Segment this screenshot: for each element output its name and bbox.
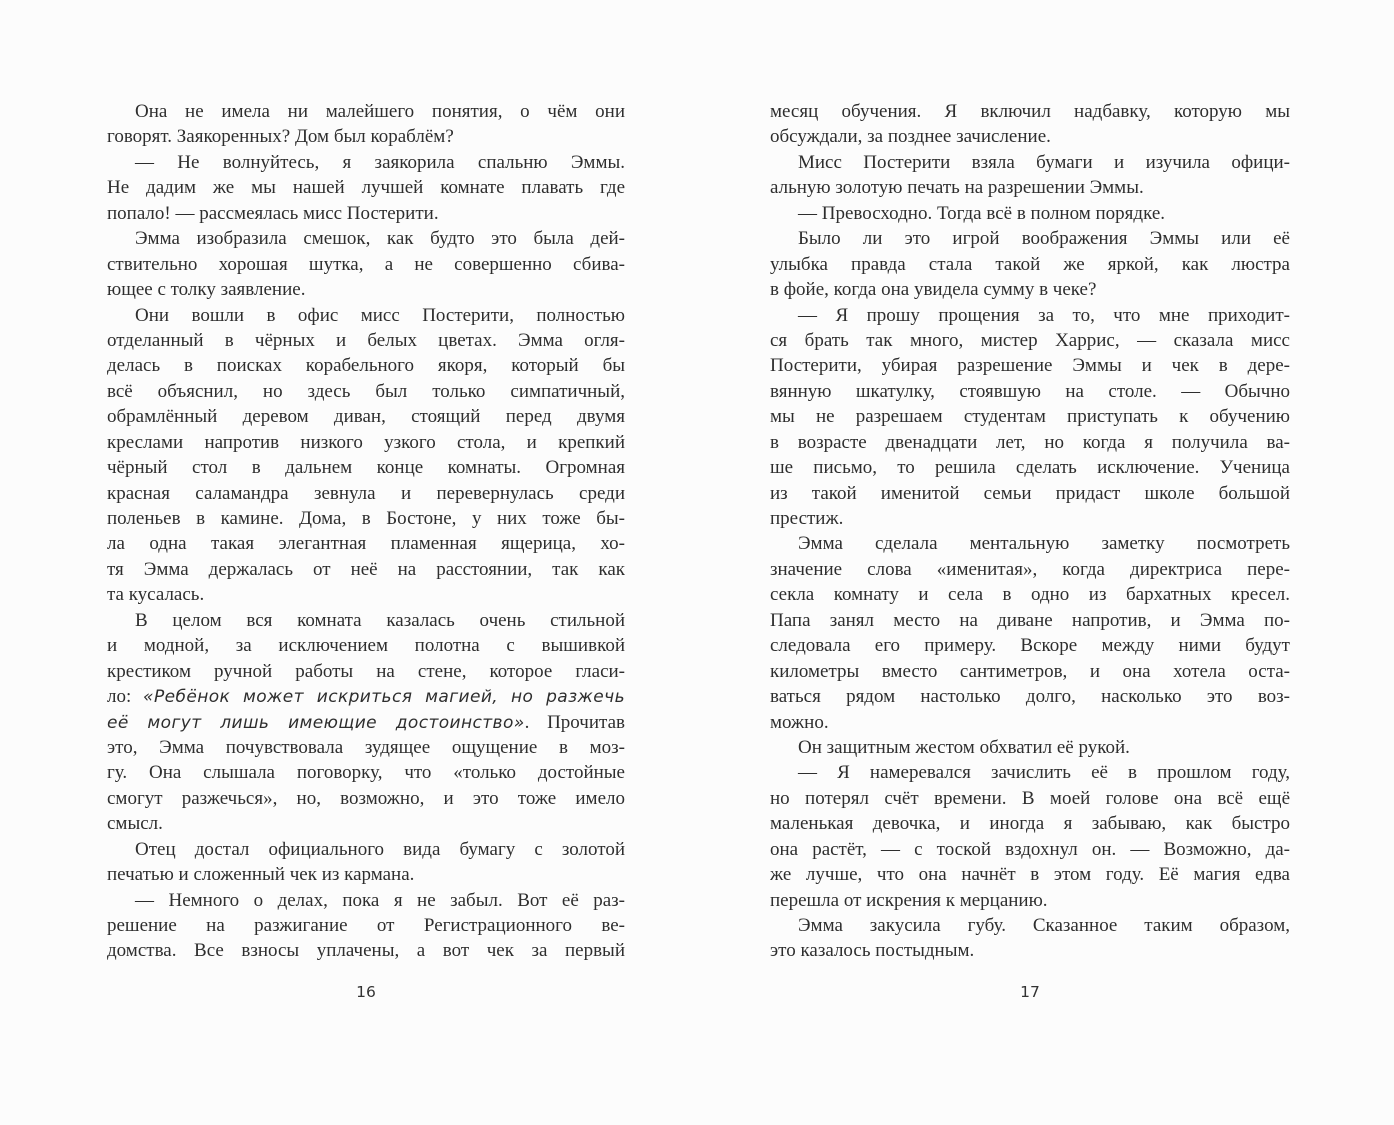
- text-line: [107, 582, 625, 607]
- body-text: делась в поисках корабельного якоря, который бы: [107, 355, 625, 377]
- text-line: [107, 710, 625, 735]
- body-text: говорят. Заякоренных? Дом был кораблём?: [107, 126, 454, 148]
- text-line: [107, 124, 625, 149]
- body-text: смысл.: [107, 813, 163, 835]
- text-line: [107, 201, 625, 226]
- text-line: [107, 430, 625, 455]
- text-line: [770, 124, 1290, 149]
- text-line: [770, 608, 1290, 633]
- text-line: [107, 837, 625, 862]
- body-text: вянную шкатулку, стоявшую на столе. — Обычно: [770, 380, 1290, 402]
- page-number-left: 16: [356, 983, 376, 1001]
- body-text: — Не волнуйтесь, я заякорила спальню Эммы.: [135, 151, 625, 173]
- body-text: но потерял счёт времени. В моей голове она всё ещё: [770, 787, 1290, 809]
- text-line: [770, 633, 1290, 658]
- body-text: маленькая девочка, и иногда я забываю, как быстро: [770, 813, 1290, 835]
- text-line: [107, 557, 625, 582]
- body-text: — Я намеревался зачислить её в прошлом году,: [798, 762, 1290, 784]
- text-line: [770, 888, 1290, 913]
- body-text: ствительно хорошая шутка, а не совершенно сбива-: [107, 253, 625, 275]
- text-line: [107, 277, 625, 302]
- text-line: [770, 582, 1290, 607]
- body-text: — Немного о делах, пока я не забыл. Вот её раз-: [135, 889, 625, 911]
- body-text: Эмма сделала ментальную заметку посмотреть: [798, 533, 1290, 555]
- text-line: [770, 277, 1290, 302]
- body-text: Эмма изобразила смешок, как будто это была дей-: [135, 228, 625, 250]
- text-line: [107, 404, 625, 429]
- text-line: [770, 99, 1290, 124]
- body-text: — Превосходно. Тогда всё в полном порядке.: [798, 202, 1166, 224]
- text-line: [107, 938, 625, 963]
- text-line: [770, 938, 1290, 963]
- body-text: месяц обучения. Я включил надбавку, которую мы: [770, 101, 1290, 122]
- page-left-text-column: [107, 99, 625, 964]
- text-line: [770, 353, 1290, 378]
- body-text: . Прочитав: [524, 711, 625, 733]
- text-line: [770, 328, 1290, 353]
- body-text: креслами напротив низкого узкого стола, и крепкий: [107, 431, 625, 453]
- body-text: гу. Она слышала поговорку, что «только достойные: [107, 762, 625, 784]
- text-line: [107, 455, 625, 480]
- text-line: [770, 481, 1290, 506]
- text-line: [107, 379, 625, 404]
- text-line: [770, 760, 1290, 785]
- text-line: [770, 455, 1290, 480]
- body-text: ше письмо, то решила сделать исключение. Ученица: [770, 457, 1290, 479]
- text-line: [770, 201, 1290, 226]
- body-text: В целом вся комната казалась очень стильной: [135, 609, 625, 631]
- body-text: следовала его примеру. Вскоре между ними будут: [770, 635, 1290, 657]
- text-line: [770, 837, 1290, 862]
- body-text: значение слова «именитая», когда директриса пере-: [770, 558, 1290, 580]
- body-text: попало! — рассмеялась мисс Постерити.: [107, 202, 439, 224]
- text-line: [107, 633, 625, 658]
- text-line: [770, 175, 1290, 200]
- text-line: [107, 353, 625, 378]
- body-text: Он защитным жестом обхватил её рукой.: [798, 736, 1130, 758]
- body-text: та кусалась.: [107, 584, 205, 606]
- body-text: перешла от искрения к мерцанию.: [770, 889, 1048, 911]
- body-text: в фойе, когда она увидела сумму в чеке?: [770, 279, 1097, 301]
- text-line: [107, 506, 625, 531]
- body-text: из такой именитой семьи придаст школе большой: [770, 482, 1290, 504]
- body-text: Они вошли в офис мисс Постерити, полностью: [135, 304, 625, 326]
- body-text: ло:: [107, 686, 144, 708]
- text-line: [770, 226, 1290, 251]
- body-text: ваться рядом настолько долго, насколько это воз-: [770, 686, 1290, 708]
- body-text: домства. Все взносы уплачены, а вот чек за первый: [107, 940, 625, 962]
- embroidery-quote-text: «Ребёнок может искриться магией, но разжечь: [143, 687, 625, 708]
- text-line: [770, 252, 1290, 277]
- body-text: ла одна такая элегантная пламенная ящерица, хо-: [107, 533, 625, 555]
- text-line: [770, 557, 1290, 582]
- text-line: [770, 659, 1290, 684]
- body-text: Не дадим же мы нашей лучшей комнате плавать где: [107, 177, 625, 199]
- body-text: улыбка правда стала такой же яркой, как люстра: [770, 253, 1290, 275]
- body-text: можно.: [770, 711, 829, 733]
- body-text: в возрасте двенадцати лет, но когда я получила ва-: [770, 431, 1290, 453]
- text-line: [107, 531, 625, 556]
- text-line: [107, 328, 625, 353]
- body-text: Эмма закусила губу. Сказанное таким образом,: [798, 915, 1290, 936]
- text-line: [770, 913, 1290, 938]
- text-line: [107, 659, 625, 684]
- body-text: чёрный стол в дальнем конце комнаты. Огромная: [107, 457, 625, 479]
- text-line: [107, 684, 625, 709]
- body-text: всё объяснил, но здесь был только симпатичный,: [107, 380, 625, 402]
- body-text: это казалось постыдным.: [770, 940, 975, 962]
- text-line: [107, 175, 625, 200]
- text-line: [770, 150, 1290, 175]
- text-line: [107, 226, 625, 251]
- body-text: крестиком ручной работы на стене, которое гласи-: [107, 660, 625, 682]
- embroidery-quote-text: её могут лишь имеющие достоинство»: [107, 712, 525, 733]
- body-text: ющее с толку заявление.: [107, 279, 306, 301]
- body-text: красная саламандра зевнула и перевернулась среди: [107, 482, 625, 504]
- body-text: она растёт, — с тоской вздохнул он. — Возможно, да-: [770, 838, 1290, 860]
- text-line: [770, 811, 1290, 836]
- body-text: решение на разжигание от Регистрационного ве-: [107, 915, 625, 936]
- text-line: [770, 710, 1290, 735]
- body-text: смогут разжечься», но, возможно, и это тоже имело: [107, 787, 625, 809]
- text-line: [107, 150, 625, 175]
- text-line: [770, 735, 1290, 760]
- body-text: Она не имела ни малейшего понятия, о чём они: [135, 101, 625, 122]
- text-line: [107, 481, 625, 506]
- body-text: — Я прошу прощения за то, что мне приходит-: [798, 304, 1290, 326]
- text-line: [107, 888, 625, 913]
- body-text: печатью и сложенный чек из кармана.: [107, 864, 415, 886]
- text-line: [770, 506, 1290, 531]
- body-text: Папа занял место на диване напротив, и Эмма по-: [770, 609, 1290, 631]
- text-line: [107, 608, 625, 633]
- text-line: [770, 379, 1290, 404]
- text-line: [770, 786, 1290, 811]
- body-text: секла комнату и села в одно из бархатных кресел.: [770, 584, 1290, 606]
- text-line: [770, 303, 1290, 328]
- text-line: [770, 430, 1290, 455]
- body-text: обсуждали, за позднее зачисление.: [770, 126, 1051, 148]
- body-text: обрамлённый деревом диван, стоящий перед двумя: [107, 406, 625, 428]
- body-text: мы не разрешаем студентам приступать к обучению: [770, 406, 1290, 428]
- body-text: отделанный в чёрных и белых цветах. Эмма огля-: [107, 329, 625, 351]
- text-line: [107, 913, 625, 938]
- text-line: [770, 531, 1290, 556]
- text-line: [107, 760, 625, 785]
- body-text: километры вместо сантиметров, и она хотела оста-: [770, 660, 1290, 682]
- text-line: [770, 404, 1290, 429]
- body-text: альную золотую печать на разрешении Эммы.: [770, 177, 1144, 199]
- body-text: ся брать так много, мистер Харрис, — сказала мисс: [770, 329, 1290, 351]
- page-right-text-column: [770, 99, 1290, 964]
- body-text: поленьев в камине. Дома, в Бостоне, у них тоже бы-: [107, 508, 625, 529]
- text-line: [107, 735, 625, 760]
- body-text: престиж.: [770, 508, 844, 529]
- text-line: [107, 786, 625, 811]
- text-line: [107, 811, 625, 836]
- body-text: тя Эмма держалась от неё на расстоянии, так как: [107, 558, 625, 580]
- text-line: [770, 862, 1290, 887]
- body-text: это, Эмма почувствовала зудящее ощущение в моз-: [107, 736, 625, 758]
- body-text: Постерити, убирая разрешение Эммы и чек в дере-: [770, 355, 1290, 377]
- body-text: же лучше, что она начнёт в этом году. Её магия едва: [770, 864, 1290, 886]
- text-line: [107, 252, 625, 277]
- body-text: и модной, за исключением полотна с вышивкой: [107, 635, 625, 657]
- body-text: Отец достал официального вида бумагу с золотой: [135, 838, 625, 860]
- page-number-right: 17: [1020, 983, 1040, 1001]
- text-line: [107, 99, 625, 124]
- text-line: [770, 684, 1290, 709]
- body-text: Было ли это игрой воображения Эммы или её: [798, 228, 1290, 250]
- body-text: Мисс Постерити взяла бумаги и изучила офици-: [798, 151, 1290, 173]
- text-line: [107, 862, 625, 887]
- text-line: [107, 303, 625, 328]
